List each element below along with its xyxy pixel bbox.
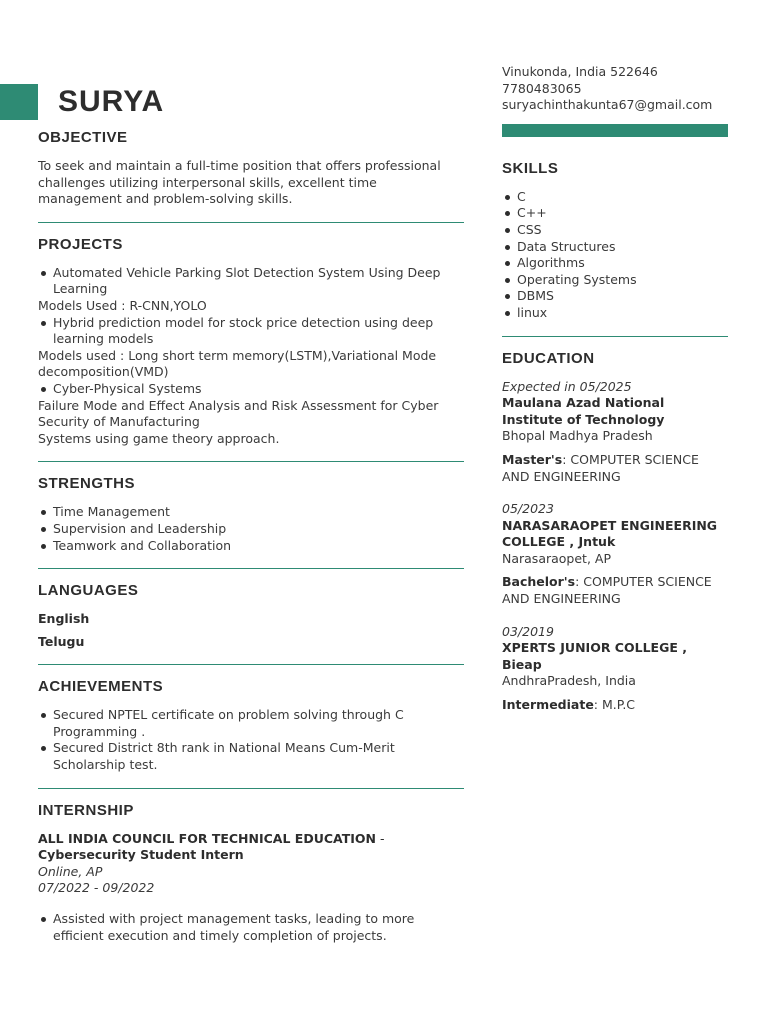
strengths-list <box>38 504 464 554</box>
education-place: AndhraPradesh, India <box>502 673 636 689</box>
strength-item: Time Management <box>38 504 464 521</box>
education-degree-field: : COMPUTER SCIENCE AND ENGINEERING <box>502 574 712 607</box>
education-degree-label: Bachelor's <box>502 574 576 590</box>
section-divider <box>502 336 728 337</box>
education-degree <box>502 574 728 607</box>
achievement-item: Secured NPTEL certificate on problem solving through C Programming . <box>38 707 464 740</box>
objective-heading: OBJECTIVE <box>38 129 128 146</box>
internship-role: Cybersecurity Student Intern <box>38 847 244 863</box>
languages-heading: LANGUAGES <box>38 582 139 600</box>
skills-list <box>502 189 728 322</box>
section-divider <box>38 222 464 223</box>
skill-item: DBMS <box>502 288 728 305</box>
project-3-desc-2: Systems using game theory approach. <box>38 430 280 446</box>
strength-item: Supervision and Leadership <box>38 521 464 538</box>
contact-email: suryachinthakunta67@gmail.com <box>502 97 713 113</box>
section-divider <box>38 461 464 462</box>
projects-section <box>38 235 464 448</box>
education-school: XPERTS JUNIOR COLLEGE , Bieap <box>502 640 687 672</box>
section-divider <box>38 568 464 569</box>
skill-item: CSS <box>502 222 728 239</box>
education-heading: EDUCATION <box>502 349 595 367</box>
objective-section <box>38 128 464 208</box>
contact-phone: 7780483065 <box>502 80 582 96</box>
contact-block <box>502 64 728 114</box>
projects-heading: PROJECTS <box>38 235 123 253</box>
education-place: Bhopal Madhya Pradesh <box>502 428 653 444</box>
section-divider <box>38 788 464 789</box>
skill-item: Operating Systems <box>502 272 728 289</box>
achievements-list <box>38 707 464 773</box>
strength-item: Teamwork and Collaboration <box>38 538 464 555</box>
contact-accent-bar <box>502 124 728 137</box>
education-school: Maulana Azad National Institute of Technology <box>502 395 665 427</box>
project-2-list <box>38 315 464 348</box>
project-1-models: Models Used : R-CNN,YOLO <box>38 297 207 313</box>
skills-section <box>502 159 728 322</box>
skill-item: C <box>502 189 728 206</box>
languages-section <box>38 581 464 650</box>
contact-address: Vinukonda, India 522646 <box>502 64 658 79</box>
skill-item: linux <box>502 305 728 322</box>
achievement-item: Secured District 8th rank in National Means Cum-Merit Scholarship test. <box>38 740 464 773</box>
internship-location: Online, AP <box>38 863 103 879</box>
internship-bullet: Assisted with project management tasks, leading to more efficient execution and timely completion of projects. <box>38 911 464 944</box>
right-column <box>502 64 728 730</box>
skill-item: Algorithms <box>502 255 728 272</box>
education-date: 05/2023 <box>502 501 554 517</box>
education-degree-label: Master's <box>502 451 563 467</box>
achievements-section <box>38 677 464 773</box>
project-3-desc-1: Failure Mode and Effect Analysis and Risk Assessment for Cyber Security of Manufacturing <box>38 397 439 430</box>
project-2-title: Hybrid prediction model for stock price detection using deep learning models <box>38 315 464 348</box>
skill-item: C++ <box>502 205 728 222</box>
education-degree-label: Intermediate <box>502 697 594 713</box>
internship-org: ALL INDIA COUNCIL FOR TECHNICAL EDUCATION <box>38 830 377 846</box>
project-1-title: Automated Vehicle Parking Slot Detection System Using Deep Learning <box>38 265 464 298</box>
language-item: English <box>38 611 90 627</box>
left-column <box>38 128 464 944</box>
education-item <box>502 624 728 714</box>
education-date: 03/2019 <box>502 623 554 639</box>
project-3-list <box>38 381 464 398</box>
education-degree <box>502 452 728 485</box>
achievements-heading: ACHIEVEMENTS <box>38 678 164 696</box>
project-3-title: Cyber-Physical Systems <box>38 381 464 398</box>
education-item <box>502 501 728 608</box>
header-accent-block <box>0 84 38 120</box>
education-degree-field: : COMPUTER SCIENCE AND ENGINEERING <box>502 451 699 484</box>
education-section <box>502 349 728 714</box>
skill-item: Data Structures <box>502 239 728 256</box>
internship-section <box>38 801 464 945</box>
internship-dates: 07/2022 - 09/2022 <box>38 880 155 896</box>
education-degree <box>502 697 728 714</box>
education-item <box>502 379 728 486</box>
language-item: Telugu <box>38 633 85 649</box>
education-degree-field: : M.P.C <box>593 697 636 713</box>
project-1-list <box>38 265 464 298</box>
strengths-heading: STRENGTHS <box>38 475 136 493</box>
candidate-name: SURYA <box>58 85 165 118</box>
skills-heading: SKILLS <box>502 159 559 177</box>
education-place: Narasaraopet, AP <box>502 550 611 566</box>
internship-heading: INTERNSHIP <box>38 801 134 819</box>
education-school: NARASARAOPET ENGINEERING COLLEGE , Jntuk <box>502 517 718 550</box>
strengths-section <box>38 474 464 554</box>
section-divider <box>38 664 464 665</box>
internship-list <box>38 911 464 944</box>
education-date: Expected in 05/2025 <box>502 378 632 394</box>
project-2-models: Models used : Long short term memory(LSTM),Variational Mode decomposition(VMD) <box>38 347 437 380</box>
internship-org-role <box>38 831 464 864</box>
internship-separator: - <box>376 830 385 846</box>
objective-text: To seek and maintain a full-time position that offers professional challenges utilizing interpersonal skills, excellent time management and problem-solving skills. <box>38 158 441 207</box>
